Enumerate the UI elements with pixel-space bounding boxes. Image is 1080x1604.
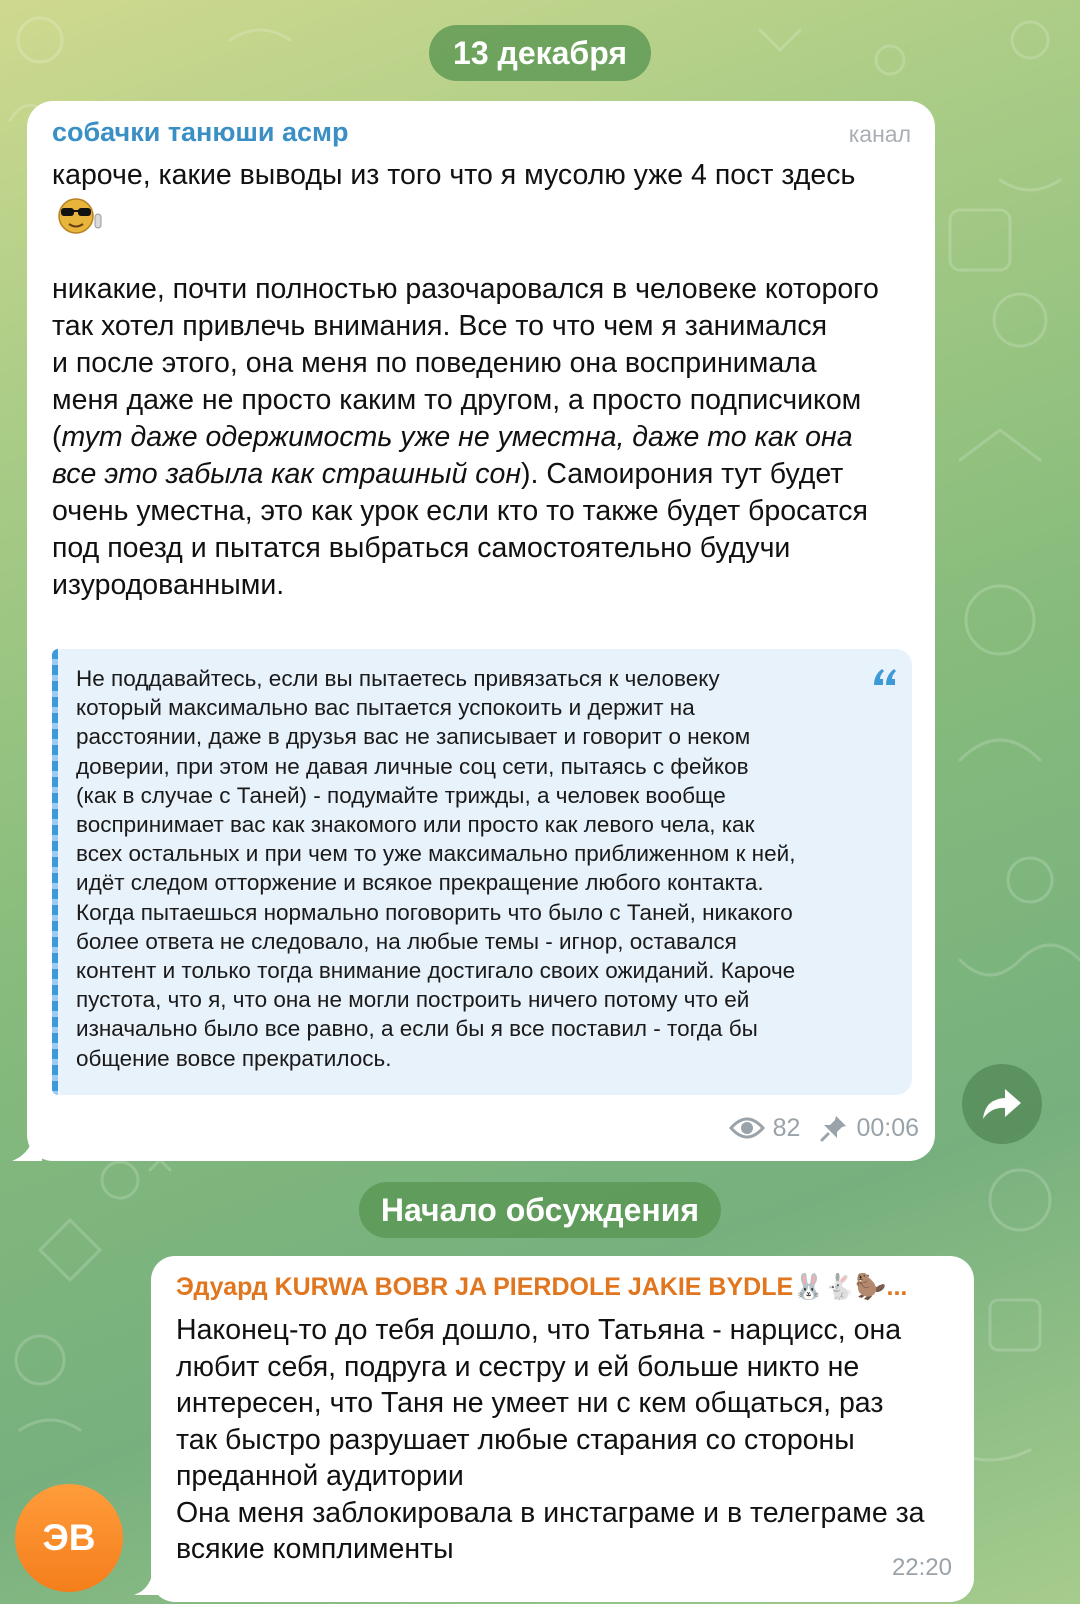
pin-icon bbox=[820, 1114, 848, 1142]
comment-line: всякие комплименты bbox=[176, 1533, 454, 1565]
date-separator: 13 декабря bbox=[429, 25, 651, 81]
comment-line: преданной аудитории bbox=[176, 1460, 464, 1492]
post-time: 00:06 bbox=[856, 1113, 919, 1142]
comment-author-name[interactable]: Эдуард KURWA BOBR JA PIERDOLE JAKIE BYDLE🐰🐇🦫... bbox=[176, 1273, 908, 1301]
post-italic-fragment: все это забыла как страшный сон bbox=[52, 458, 522, 490]
quote-line: Когда пытаешься нормально поговорить что было с Таней, никакого bbox=[76, 899, 793, 925]
comment-line: Она меня заблокировала в инстаграме и в телеграме за bbox=[176, 1496, 925, 1529]
share-arrow-icon bbox=[981, 1087, 1023, 1121]
quote-line: пустота, что я, что она не могли построить ничего потому что ей bbox=[76, 987, 750, 1013]
avatar[interactable] bbox=[15, 1484, 123, 1592]
post-line: очень уместна, это как урок если кто то также будет бросатся bbox=[52, 495, 868, 527]
quote-line: более ответа не следовало, на любые темы - игнор, оставался bbox=[76, 928, 737, 954]
post-italic-fragment: тут даже одержимость уже не уместна, даже то как она bbox=[61, 421, 853, 453]
comment-line: Наконец-то до тебя дошло, что Татьяна - нарцисс, она bbox=[176, 1314, 902, 1346]
avatar-initials: ЭВ bbox=[42, 1517, 96, 1558]
comment-line: так быстро разрушает любые старания со стороны bbox=[176, 1423, 855, 1456]
comment-line: любит себя, подруга и сестру и ей больше никто не bbox=[176, 1350, 860, 1383]
quote-line: контент и только тогда внимание достигало своих ожиданий. Кароче bbox=[76, 958, 796, 984]
quote-line: Не поддавайтесь, если вы пытаетесь привязаться к человеку bbox=[76, 666, 720, 691]
quote-line: воспринимает вас как знакомого или просто как левого чела, как bbox=[76, 812, 755, 838]
post-text bbox=[52, 157, 912, 604]
share-button[interactable] bbox=[962, 1064, 1042, 1144]
post-emoji-line bbox=[52, 194, 912, 234]
post-line bbox=[52, 456, 912, 493]
comment-line: интересен, что Таня не умеет ни с кем общаться, раз bbox=[176, 1387, 884, 1419]
post-line: под поезд и пытатся выбраться самостоятельно будучи bbox=[52, 532, 791, 564]
quote-line: доверии, при этом не давая личные соц сети, пытаясь с фейков bbox=[76, 753, 749, 779]
quote-line: всех остальных и при чем то уже максимально приближенном к ней, bbox=[76, 841, 796, 867]
quote-text bbox=[76, 664, 856, 1073]
quote-accent-bar bbox=[52, 649, 58, 1095]
blockquote bbox=[52, 649, 912, 1095]
quote-line: расстоянии, даже в друзья вас не записывает и говорит о неком bbox=[76, 724, 751, 750]
post-line: и после этого, она меня по поведению она воспринимала bbox=[52, 347, 817, 379]
post-line: никакие, почти полностью разочаровался в человеке которого bbox=[52, 273, 879, 305]
comment-bubble[interactable] bbox=[151, 1256, 974, 1602]
comment-time: 22:20 bbox=[891, 1554, 952, 1581]
post-meta bbox=[729, 1111, 919, 1145]
quote-icon bbox=[872, 667, 898, 687]
post-line: изуродованными. bbox=[52, 569, 285, 601]
view-count: 82 bbox=[772, 1113, 801, 1142]
channel-label: канал bbox=[848, 121, 911, 147]
quote-line: изначально было все равно, а если бы я все поставил - тогда бы bbox=[76, 1016, 758, 1042]
post-line: меня даже не просто каким то другом, а просто подписчиком bbox=[52, 384, 862, 416]
post-text-fragment: ( bbox=[52, 421, 62, 453]
quote-line: (как в случае с Таней) - подумайте трижды, а человек вообще bbox=[76, 782, 726, 808]
quote-line: который максимально вас пытается успокоить и держит на bbox=[76, 695, 695, 721]
sunglasses-potato-emoji-icon bbox=[52, 194, 106, 234]
comment-text bbox=[176, 1312, 956, 1568]
post-line: так хотел привлечь внимания. Все то что чем я занимался bbox=[52, 310, 828, 342]
quote-line: общение вовсе прекратилось. bbox=[76, 1045, 392, 1071]
quote-line: идёт следом отторжение и всякое прекращение любого контакта. bbox=[76, 870, 764, 896]
channel-post-bubble[interactable] bbox=[27, 101, 935, 1161]
post-text-fragment: ). Самоирония тут будет bbox=[521, 458, 844, 490]
post-line: кароче, какие выводы из того что я мусолю уже 4 пост здесь bbox=[52, 159, 856, 191]
discussion-start-separator: Начало обсуждения bbox=[359, 1182, 721, 1238]
eye-icon bbox=[729, 1116, 765, 1140]
post-line bbox=[52, 419, 912, 456]
channel-name[interactable]: собачки танюши асмр bbox=[52, 117, 349, 147]
